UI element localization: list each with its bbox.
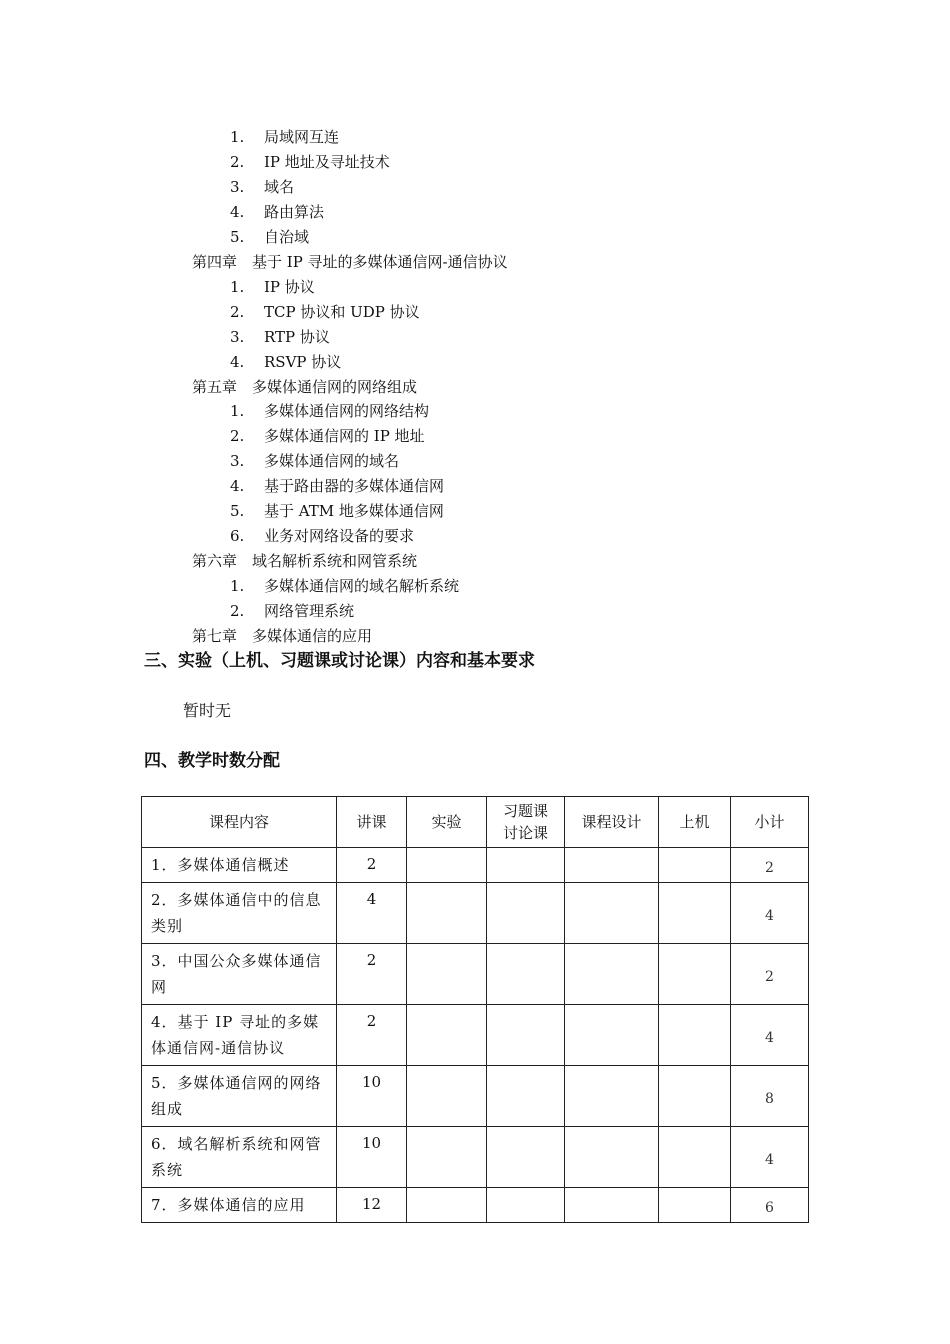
table-cell	[487, 883, 565, 944]
table-cell	[565, 848, 659, 883]
table-cell: 2	[731, 944, 809, 1005]
table-cell: 2	[337, 944, 407, 1005]
column-header: 实验	[407, 797, 487, 848]
list-item: 3. 多媒体通信网的域名	[230, 452, 400, 470]
table-cell	[487, 848, 565, 883]
table-cell	[659, 1188, 731, 1223]
chapter-title: 第四章 基于 IP 寻址的多媒体通信网-通信协议	[192, 253, 508, 271]
table-cell	[565, 1066, 659, 1127]
list-item: 1. IP 协议	[230, 278, 315, 296]
table-cell	[565, 1005, 659, 1066]
list-item: 5. 基于 ATM 地多媒体通信网	[230, 502, 444, 520]
section-heading: 三、实验（上机、习题课或讨论课）内容和基本要求	[144, 651, 535, 671]
hours-table	[141, 796, 809, 1223]
list-item: 4. 基于路由器的多媒体通信网	[230, 477, 445, 495]
table-cell: 7．多媒体通信的应用	[142, 1188, 337, 1223]
table-row	[142, 1127, 809, 1188]
table-cell	[659, 1127, 731, 1188]
table-cell: 4	[731, 1005, 809, 1066]
section-heading: 四、教学时数分配	[144, 751, 280, 771]
table-cell	[659, 883, 731, 944]
list-item: 1. 多媒体通信网的网络结构	[230, 402, 430, 420]
column-header: 课程内容	[142, 797, 337, 848]
table-cell: 2	[337, 848, 407, 883]
table-header-row	[142, 797, 809, 848]
table-cell: 2	[337, 1005, 407, 1066]
column-header: 讲课	[337, 797, 407, 848]
list-item: 5. 自治域	[230, 228, 310, 246]
list-item: 1. 局域网互连	[230, 128, 340, 146]
table-cell	[487, 1066, 565, 1127]
table-row	[142, 944, 809, 1005]
table-cell	[659, 1066, 731, 1127]
list-item: 6. 业务对网络设备的要求	[230, 527, 415, 545]
table-row	[142, 848, 809, 883]
column-header: 习题课 讨论课	[487, 797, 565, 848]
column-header: 课程设计	[565, 797, 659, 848]
list-item: 4. RSVP 协议	[230, 353, 342, 371]
section-body: 暂时无	[183, 701, 232, 720]
table-cell	[407, 1127, 487, 1188]
table-cell: 4	[731, 883, 809, 944]
list-item: 1. 多媒体通信网的域名解析系统	[230, 577, 460, 595]
table-cell	[407, 1188, 487, 1223]
table-cell	[407, 1066, 487, 1127]
list-item: 2. TCP 协议和 UDP 协议	[230, 303, 420, 321]
list-item: 2. 网络管理系统	[230, 602, 355, 620]
table-cell	[487, 1127, 565, 1188]
table-cell	[407, 944, 487, 1005]
table-cell	[659, 944, 731, 1005]
column-header: 小计	[731, 797, 809, 848]
table-cell: 3．中国公众多媒体通信网	[142, 944, 337, 1005]
table-cell	[565, 883, 659, 944]
list-item: 3. 域名	[230, 178, 295, 196]
table-row	[142, 1005, 809, 1066]
table-cell	[487, 1005, 565, 1066]
table-cell: 4	[337, 883, 407, 944]
table-row	[142, 1066, 809, 1127]
chapter-title: 第六章 域名解析系统和网管系统	[192, 552, 418, 570]
table-cell	[407, 883, 487, 944]
list-item: 4. 路由算法	[230, 203, 325, 221]
table-cell	[565, 1127, 659, 1188]
table-cell	[487, 1188, 565, 1223]
table-cell: 2．多媒体通信中的信息类别	[142, 883, 337, 944]
table-cell: 5．多媒体通信网的网络组成	[142, 1066, 337, 1127]
table-cell: 1．多媒体通信概述	[142, 848, 337, 883]
table-row	[142, 1188, 809, 1223]
table-cell	[565, 1188, 659, 1223]
table-cell: 12	[337, 1188, 407, 1223]
table-cell: 4．基于 IP 寻址的多媒体通信网-通信协议	[142, 1005, 337, 1066]
list-item: 2. 多媒体通信网的 IP 地址	[230, 427, 425, 445]
table-cell	[407, 1005, 487, 1066]
list-item: 2. IP 地址及寻址技术	[230, 153, 390, 171]
table-cell	[487, 944, 565, 1005]
column-header: 上机	[659, 797, 731, 848]
table-cell: 10	[337, 1127, 407, 1188]
table-cell: 6	[731, 1188, 809, 1223]
table-cell: 8	[731, 1066, 809, 1127]
table-cell	[659, 1005, 731, 1066]
table-cell	[407, 848, 487, 883]
table-cell: 6．域名解析系统和网管系统	[142, 1127, 337, 1188]
chapter-title: 第七章 多媒体通信的应用	[192, 627, 373, 645]
table-cell: 2	[731, 848, 809, 883]
table-cell	[565, 944, 659, 1005]
chapter-title: 第五章 多媒体通信网的网络组成	[192, 378, 418, 396]
table-cell: 10	[337, 1066, 407, 1127]
list-item: 3. RTP 协议	[230, 328, 330, 346]
table-row	[142, 883, 809, 944]
table-cell: 4	[731, 1127, 809, 1188]
table-cell	[659, 848, 731, 883]
